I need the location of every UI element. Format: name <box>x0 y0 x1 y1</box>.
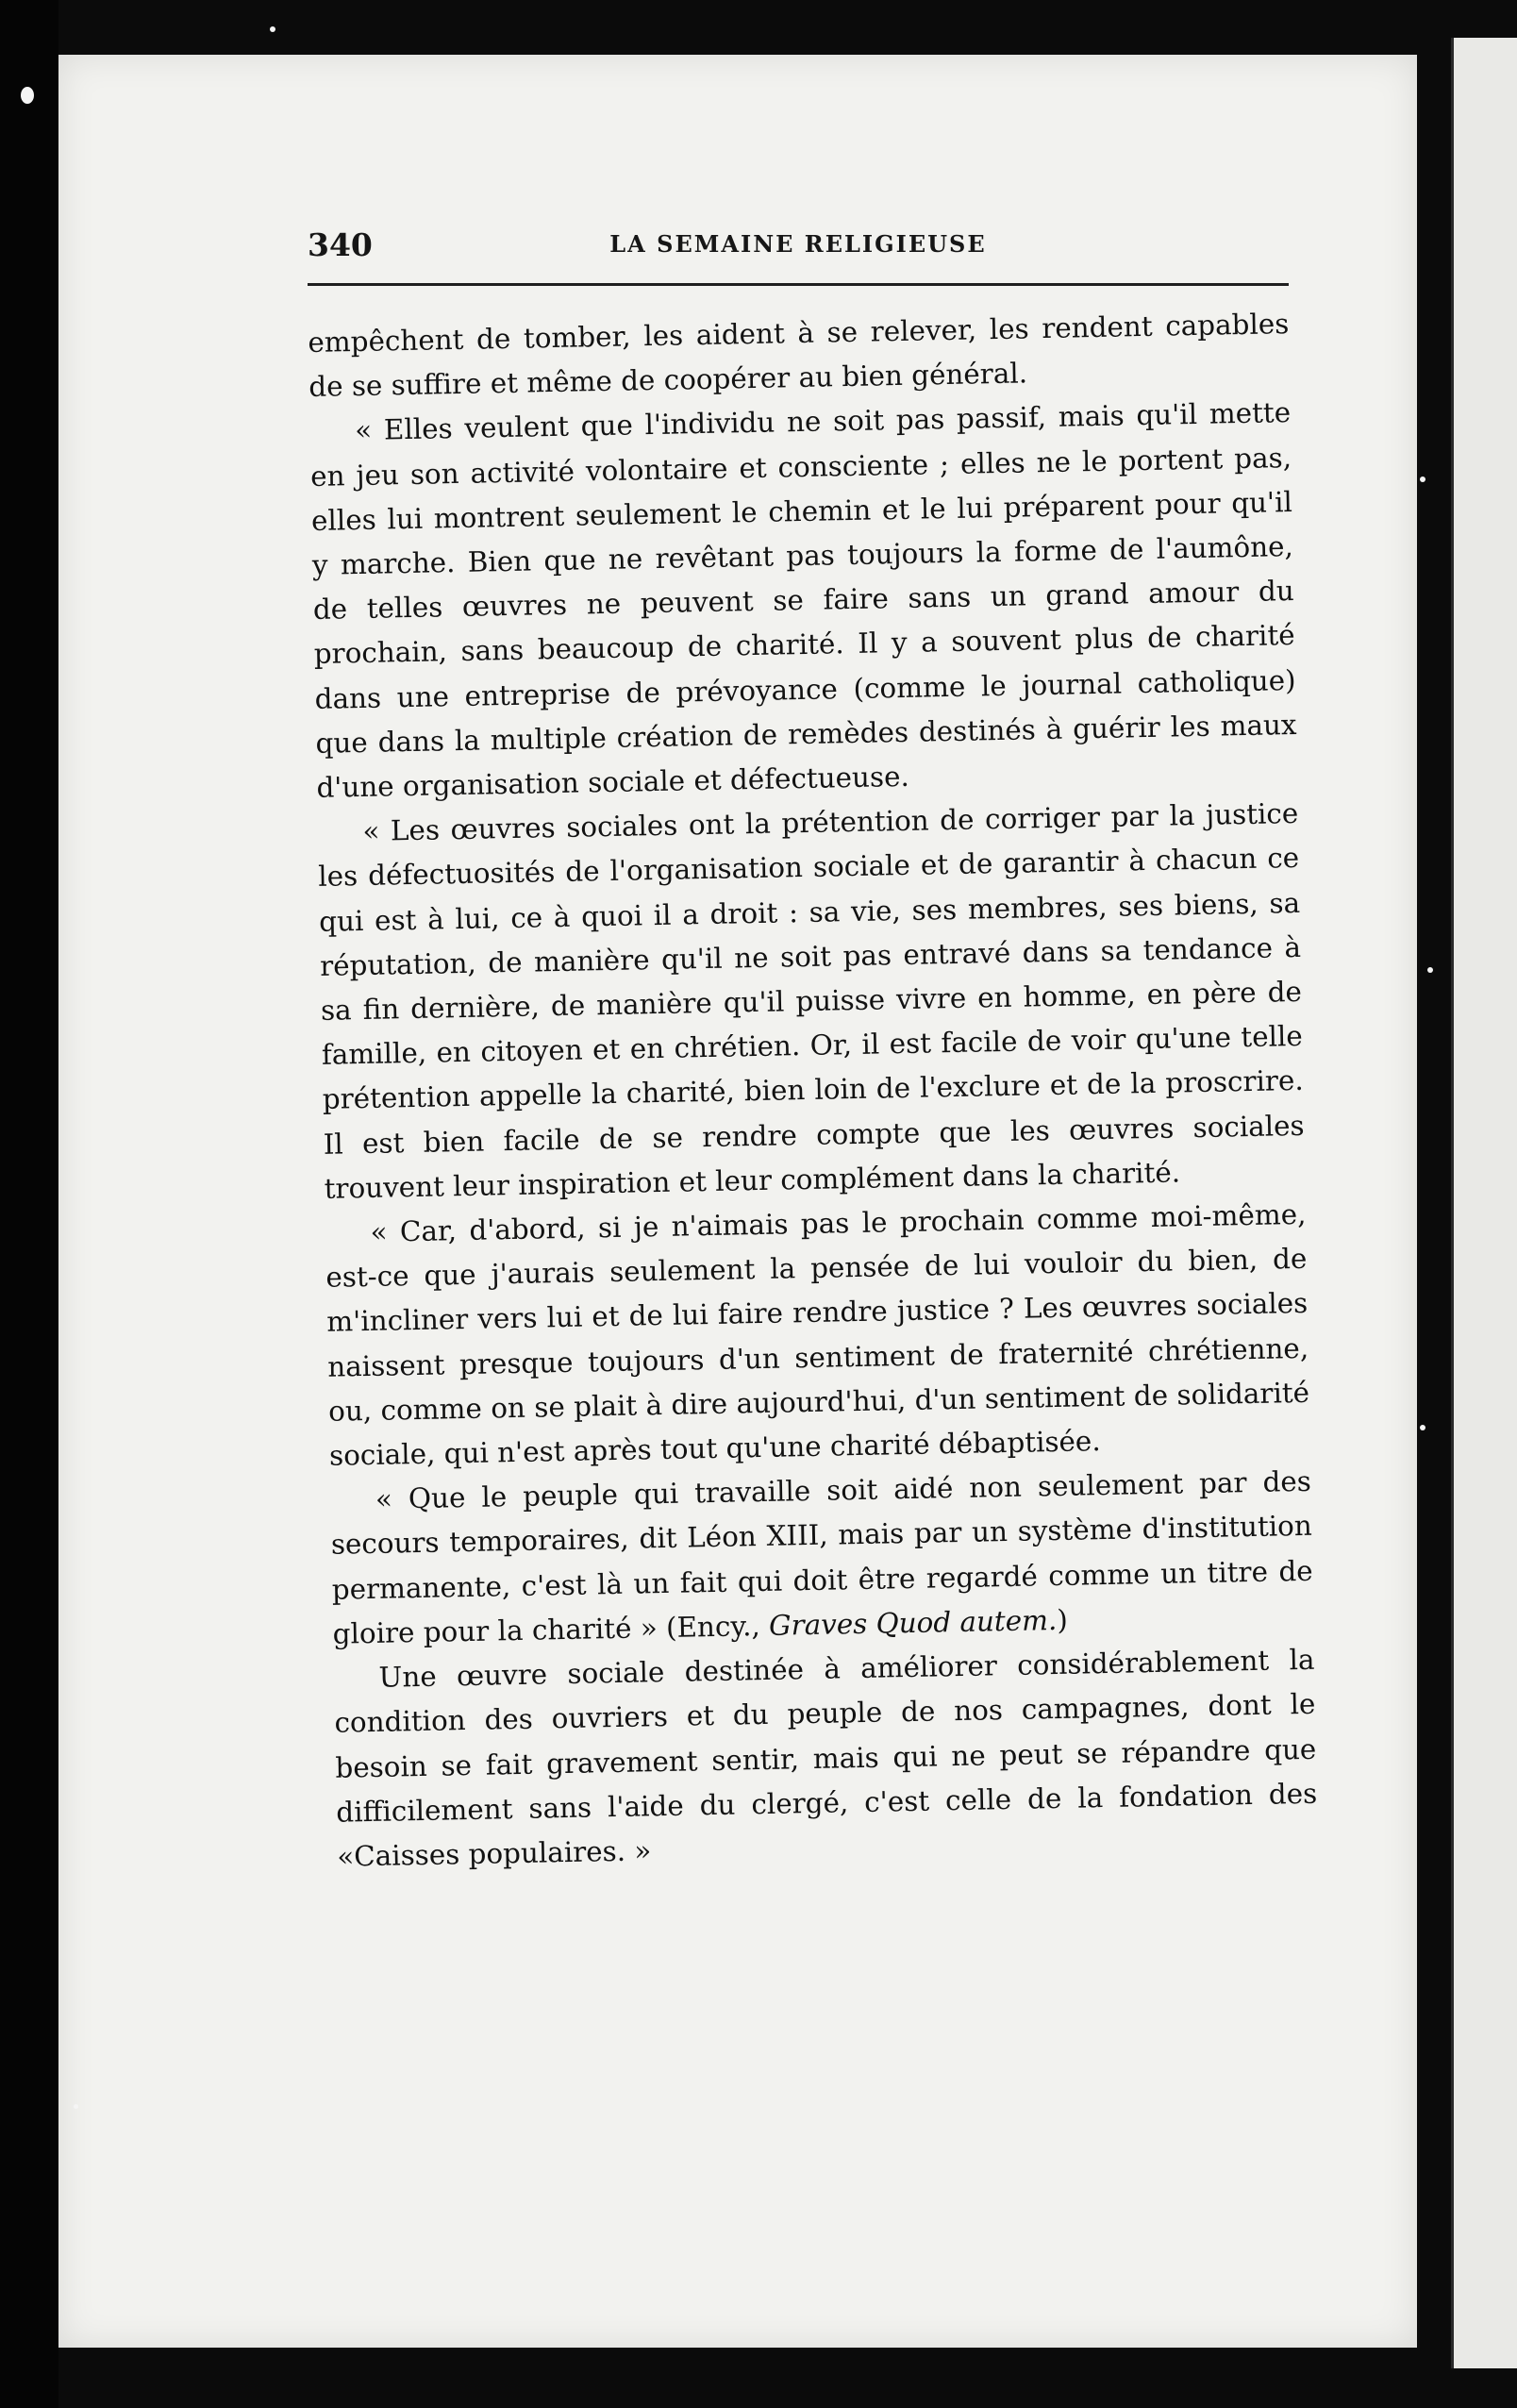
film-speck <box>1420 477 1425 482</box>
film-speck <box>74 2104 78 2109</box>
citation-close: ) <box>1056 1603 1069 1636</box>
paragraph-2: « Elles veulent que l'individu ne soit pas passif, mais qu'il mette en jeu son activité volontaire et consciente ; elles ne le portent pas, elles lui montrent seulement le chemin et le lui préparent pour qu'il y marche. Bien que ne revêtant pas toujours la forme de l'aumône, de telles œuvres ne peuvent se faire sans un grand amour du prochain, sans beaucoup de charité. Il y a souvent plus de charité dans une entreprise de prévoyance (comme le journal catholique) que dans la multiple création de remèdes destinés à guérir les maux d'une organisation sociale et défectueuse. <box>309 396 1297 804</box>
adjacent-page-edge <box>1451 38 1517 2368</box>
running-head: LA SEMAINE RELIGIEUSE <box>609 230 987 258</box>
paragraph-6: Une œuvre sociale destinée à améliorer considérablement la condition des ouvriers et du peuple de nos campagnes, dont le besoin se fait gravement sentir, mais qui ne peut se répandre que difficilement sans l'aide du clergé, c'est celle de la fondation des «Caisses populaires. » <box>334 1643 1318 1873</box>
page-number: 340 <box>308 226 373 263</box>
film-speck <box>270 26 275 32</box>
paragraph-5 <box>330 1460 1314 1657</box>
page-header <box>308 226 1289 286</box>
film-speck <box>1427 967 1433 973</box>
paragraph-3: « Les œuvres sociales ont la prétention de corriger par la justice les défectuosités de l'organisation sociale et de garantir à chacun ce qui est à lui, ce à quoi il a droit : sa vie, ses membres, ses biens, sa réputation, de manière qu'il ne soit pas entravé dans sa tendance à sa fin dernière, de manière qu'il puisse vivre en homme, en père de famille, en citoyen et en chrétien. Or, il est facile de voir qu'une telle prétention appelle la charité, bien loin de l'exclure et de la proscrire. Il est bien facile de se rendre compte que les œuvres sociales trouvent leur inspiration et leur complément dans la charité. <box>317 797 1305 1205</box>
body-text <box>308 302 1319 1880</box>
film-speck <box>1420 1425 1425 1430</box>
paragraph-4: « Car, d'abord, si je n'aimais pas le prochain comme moi-même, est-ce que j'aurais seulement la pensée de lui vouloir du bien, de m'incliner vers lui et de lui faire rendre justice ? Les œuvres sociales naissent presque toujours d'un sentiment de fraternité chrétienne, ou, comme on se plait à dire aujourd'hui, d'un sentiment de solidarité sociale, qui n'est après tout qu'une charité débaptisée. <box>325 1197 1310 1472</box>
quotation-text: « Que le peuple qui travaille soit aidé non seulement par des secours temporaires, dit Léon XIII, mais par un système d'institution permanente, c'est là un fait qui doit être regardé comme un titre de gloire pour la charité » (Ency., <box>330 1465 1313 1650</box>
film-speck <box>21 87 34 104</box>
film-frame-edge <box>0 0 58 2408</box>
citation: Graves Quod autem. <box>768 1603 1058 1642</box>
paragraph-1: empêchent de tomber, les aident à se relever, les rendent capables de se suffire et même de coopérer au bien général. <box>308 308 1290 404</box>
